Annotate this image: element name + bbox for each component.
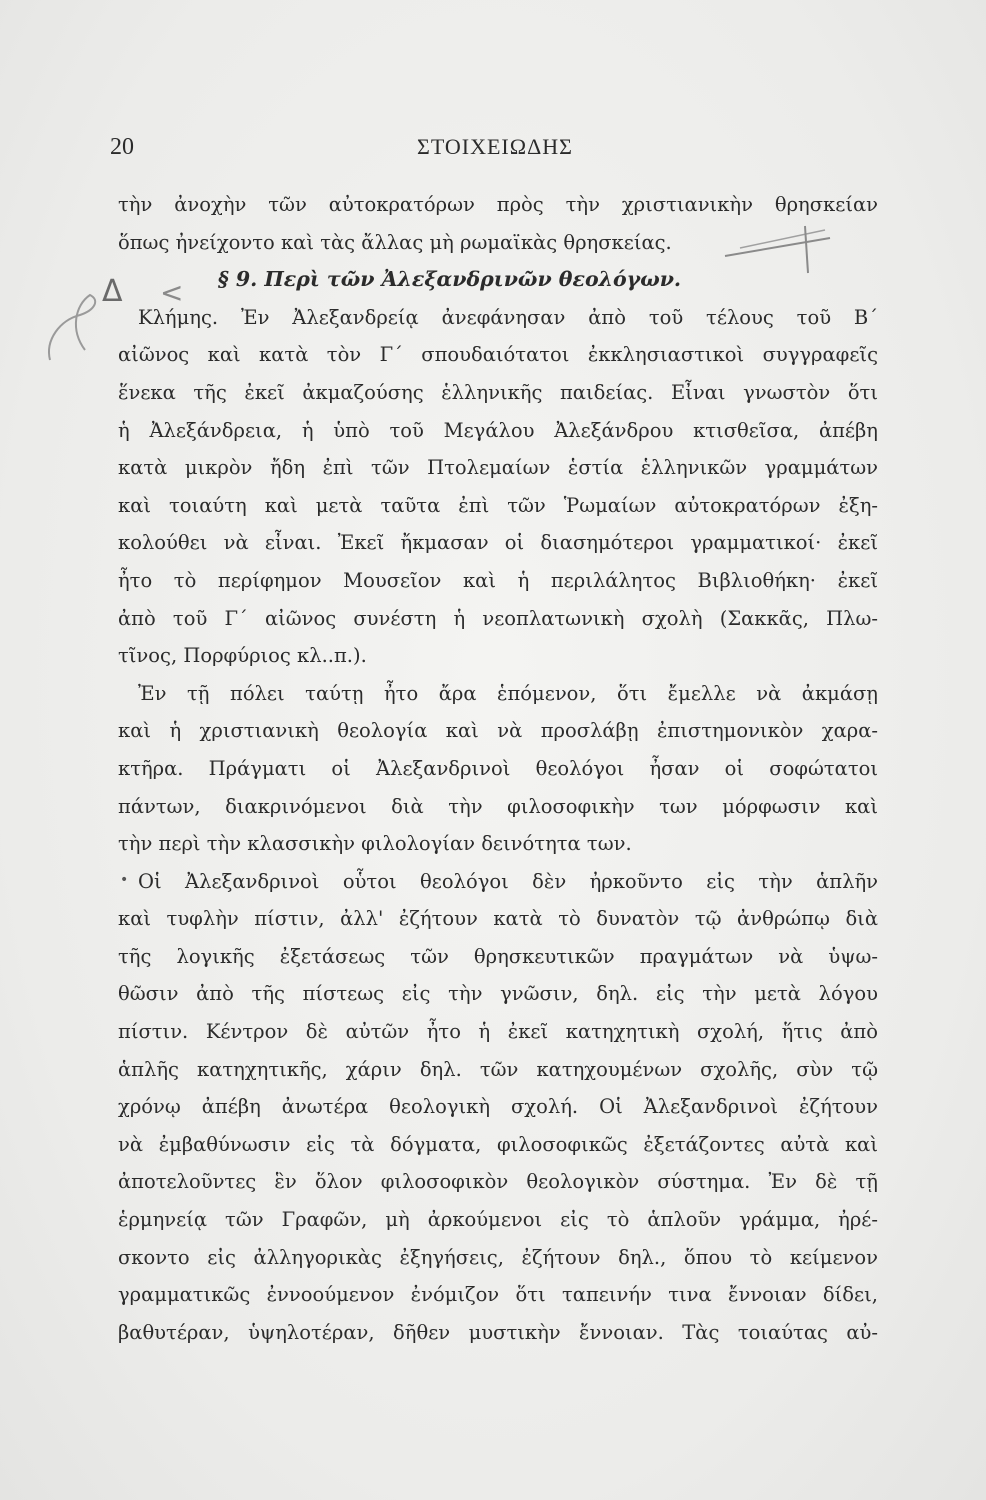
text-line: ἡ Ἀλεξάνδρεια, ἡ ὑπὸ τοῦ Μεγάλου Ἀλεξάνδρου κτισθεῖσα, ἀπέβη: [118, 418, 878, 442]
text-line: ἀπὸ τοῦ Γ΄ αἰῶνος συνέστη ἡ νεοπλατωνικὴ σχολὴ (Σακκᾶς, Πλω-: [118, 606, 878, 630]
text-line: καὶ τοιαύτη καὶ μετὰ ταῦτα ἐπὶ τῶν Ῥωμαίων αὐτοκρατόρων ἐξη-: [118, 493, 878, 517]
text-line: τὴν περὶ τὴν κλασσικὴν φιλολογίαν δεινότητα των.: [118, 832, 632, 856]
text-line: ἁπλῆς κατηχητικῆς, χάριν δηλ. τῶν κατηχουμένων σχολῆς, σὺν τῷ: [118, 1057, 878, 1081]
text-line: πάντων, διακρινόμενοι διὰ τὴν φιλοσοφικὴν των μόρφωσιν καὶ: [118, 794, 878, 818]
pencil-letter-annotation: Δ: [102, 274, 123, 309]
text-line: ἑρμηνείᾳ τῶν Γραφῶν, μὴ ἀρκούμενοι εἰς τὸ ἁπλοῦν γράμμα, ἠρέ-: [118, 1208, 878, 1232]
text-line: τῆς λογικῆς ἐξετάσεως τῶν θρησκευτικῶν πραγμάτων νὰ ὑψω-: [118, 944, 878, 968]
text-line: κολούθει νὰ εἶναι. Ἐκεῖ ἤκμασαν οἱ διασημότεροι γραμματικοί· ἐκεῖ: [118, 531, 878, 555]
text-line: ἕνεκα τῆς ἐκεῖ ἀκμαζούσης ἑλληνικῆς παιδείας. Εἶναι γνωστὸν ὅτι: [118, 380, 878, 404]
text-line: σκοντο εἰς ἀλληγορικὰς ἐξηγήσεις, ἐζήτουν δηλ., ὅπου τὸ κείμενον: [118, 1245, 878, 1269]
text-line: βαθυτέραν, ὑψηλοτέραν, δῆθεν μυστικὴν ἔννοιαν. Τὰς τοιαύτας αὐ-: [118, 1320, 878, 1344]
text-line: τῖνος, Πορφύριος κλ..π.).: [118, 644, 367, 668]
text-line: κτῆρα. Πράγματι οἱ Ἀλεξανδρινοὶ θεολόγοι ἦσαν οἱ σοφώτατοι: [118, 756, 878, 780]
text-line: καὶ τυφλὴν πίστιν, ἀλλ' ἐζήτουν κατὰ τὸ δυνατὸν τῷ ἀνθρώπῳ διὰ: [118, 907, 878, 931]
pencil-scribble-icon: [40, 290, 110, 370]
text-line: γραμματικῶς ἐννοούμενον ἐνόμιζον ὅτι ταπεινήν τινα ἔννοιαν δίδει,: [118, 1283, 878, 1307]
body-text: [118, 186, 878, 1351]
text-line: κατὰ μικρὸν ἤδη ἐπὶ τῶν Πτολεμαίων ἑστία ἑλληνικῶν γραμμάτων: [118, 456, 878, 480]
text-line: θῶσιν ἀπὸ τῆς πίστεως εἰς τὴν γνῶσιν, δηλ. εἰς τὴν μετὰ λόγου: [118, 982, 878, 1006]
section-heading: § 9. Περὶ τῶν Ἀλεξανδρινῶν θεολόγων.: [218, 267, 682, 292]
text-line: ἀποτελοῦντες ἓν ὅλον φιλοσοφικὸν θεολογικὸν σύστημα. Ἐν δὲ τῇ: [118, 1170, 878, 1194]
text-line: ὅπως ἠνείχοντο καὶ τὰς ἄλλας μὴ ρωμαϊκὰς θρησκείας.: [118, 230, 672, 254]
page-number: 20: [110, 134, 134, 160]
text-line: νὰ ἐμβαθύνωσιν εἰς τὰ δόγματα, φιλοσοφικῶς ἐξετάζοντες αὐτὰ καὶ: [118, 1132, 878, 1156]
text-line: Κλήμης. Ἐν Ἀλεξανδρείᾳ ἀνεφάνησαν ἀπὸ τοῦ τέλους τοῦ Β΄: [138, 305, 878, 329]
page-header: [110, 134, 880, 164]
text-line: ἦτο τὸ περίφημον Μουσεῖον καὶ ἡ περιλάλητος Βιβλιοθήκη· ἐκεῖ: [118, 568, 878, 592]
text-line: τὴν ἀνοχὴν τῶν αὐτοκρατόρων πρὸς τὴν χριστιανικὴν θρησκείαν: [118, 193, 878, 216]
text-line: Ἐν τῇ πόλει ταύτῃ ἦτο ἄρα ἑπόμενον, ὅτι ἔμελλε νὰ ἀκμάσῃ: [138, 681, 878, 705]
text-line: χρόνῳ ἀπέβη ἀνωτέρα θεολογικὴ σχολή. Οἱ Ἀλεξανδρινοὶ ἐζήτουν: [118, 1095, 878, 1119]
text-line: καὶ ἡ χριστιανικὴ θεολογία καὶ νὰ προσλάβῃ ἐπιστημονικὸν χαρα-: [118, 719, 878, 743]
pencil-mark-annotation: <: [160, 276, 184, 309]
text-line: Οἱ Ἀλεξανδρινοὶ οὗτοι θεολόγοι δὲν ἠρκοῦντο εἰς τὴν ἁπλῆν: [138, 869, 878, 893]
text-line: πίστιν. Κέντρον δὲ αὐτῶν ἦτο ἡ ἐκεῖ κατηχητικὴ σχολή, ἥτις ἀπὸ: [118, 1020, 878, 1044]
running-title: ΣΤΟΙΧΕΙΩΔΗΣ: [417, 134, 573, 159]
text-line: αἰῶνος καὶ κατὰ τὸν Γ΄ σπουδαιότατοι ἐκκλησιαστικοὶ συγγραφεῖς: [118, 343, 878, 367]
stray-mark-icon: •: [120, 872, 129, 888]
